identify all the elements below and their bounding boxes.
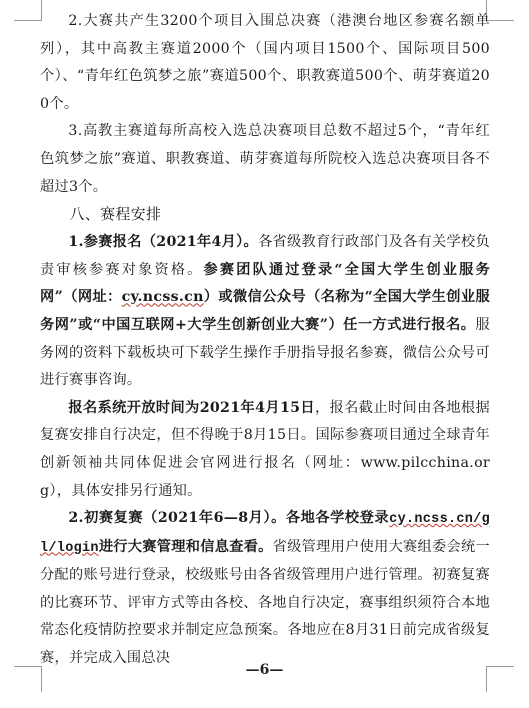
paragraph-school-limit: 3.高教主赛道每所高校入选总决赛项目总数不超过5个，“青年红色筑梦之旅”赛道、职教赛道、萌芽赛道每所院校入选总决赛项目各不超过3个。	[40, 123, 490, 195]
paragraph-registration-window	[40, 395, 490, 505]
page-number: —6—	[245, 662, 284, 678]
preliminary-text: 省级管理用户使用大赛组委会统一分配的账号进行登录，校级账号由各省级管理用户进行管理。初赛复赛的比赛环节、评审方式等由各校、各地自行决定，赛事组织须符合本地常态化疫情防控要求并制定应急预案。各地应在8月31日前完成省级复赛，并完成入围总决	[40, 538, 490, 667]
international-url-link[interactable]: www.pilcchina.org	[40, 454, 490, 499]
paragraph-registration	[40, 229, 490, 395]
registration-open-date: 报名系统开放时间为2021年4月15日	[68, 399, 315, 416]
document-body	[40, 8, 490, 673]
registration-url-link[interactable]: cy.ncss.cn	[121, 289, 204, 306]
crop-mark-top-left	[14, 20, 42, 21]
registration-notice-text: ），具体安排另行通知。	[49, 482, 202, 499]
registration-method-text: 参赛团队通过登录“全国大学生创业服务网”（网址：	[40, 261, 490, 306]
preliminary-title: 2.初赛复赛（2021年6—8月）。各地各学校登录	[68, 510, 390, 527]
paragraph-finalist-quota: 2.大赛共产生3200个项目入围总决赛（港澳台地区参赛名额单列），其中高教主赛道2000个（国内项目1500个、国际项目500个）、“青年红色筑梦之旅”赛道500个、职教赛道500个、萌芽赛道200个。	[40, 13, 490, 112]
section-heading-schedule: 八、赛程安排	[69, 206, 162, 224]
registration-title: 1.参赛报名（2021年4月）。	[68, 234, 259, 251]
registration-deadline-text: ，报名截止时间由各地根据复赛安排自行决定，但不得晚于8月15日。国际参赛项目通过全球青年创新领袖共同体促进会官网进行报名（网址：	[40, 399, 490, 471]
paragraph-preliminary-rounds	[40, 505, 490, 673]
management-login-url-link[interactable]: cy.ncss.cn/gl/login	[40, 512, 490, 556]
registration-manual-text: 服务网的资料下载板块可下载学生操作手册指导报名参赛，微信公众号可进行赛事咨询。	[40, 316, 490, 389]
crop-mark-top-right	[486, 20, 514, 21]
preliminary-title-cont: 进行大赛管理和信息查看。	[98, 538, 273, 555]
registration-text: 各省级教育行政部门及各有关学校负责审核参赛对象资格。	[40, 234, 490, 278]
registration-method-text-cont: ）或微信公众号（名称为“全国大学生创业服务网”或“中国互联网+大学生创新创业大赛”）任一方式进行报名。	[40, 289, 490, 333]
